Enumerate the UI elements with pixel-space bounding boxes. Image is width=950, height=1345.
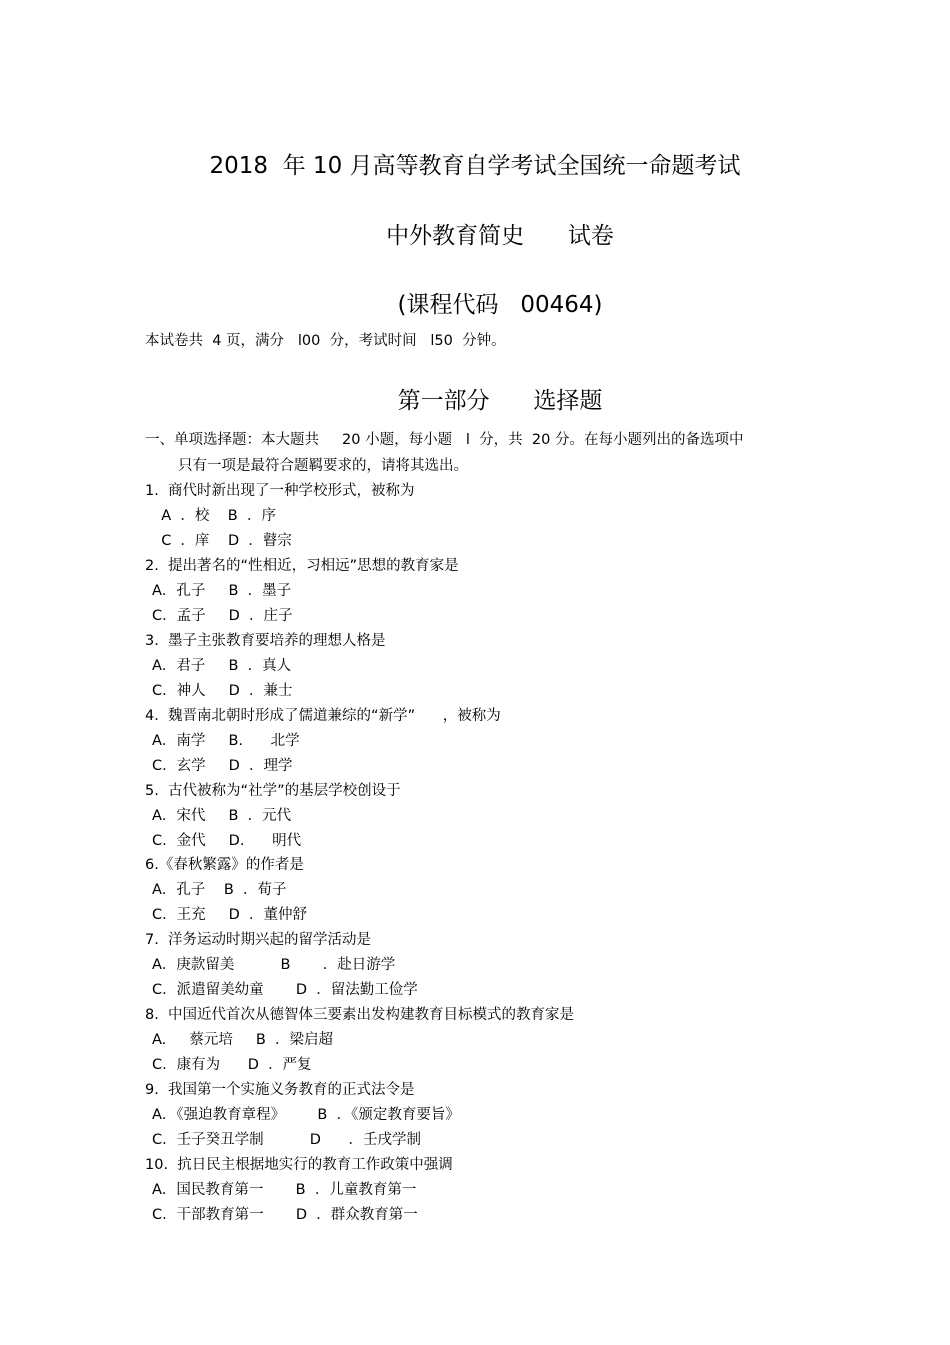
question-stem: 4. 魏晋南北朝时形成了儒道兼综的“新学” ，被称为	[145, 708, 501, 724]
question-stem: 3. 墨子主张教育要培养的理想人格是	[145, 633, 386, 649]
course-code: (课程代码 00464)	[397, 292, 603, 318]
question-stem: 6.《春秋繁露》的作者是	[145, 857, 304, 873]
question-stem: 2. 提出著名的“性相近，习相远”思想的教育家是	[145, 558, 459, 574]
question-options: A．南学 B. 北学	[152, 733, 300, 749]
question-options: A．孔子 B ．墨子	[152, 583, 292, 599]
question-options: A ．校 B ．序	[152, 508, 276, 524]
question-stem: 9. 我国第一个实施义务教育的正式法令是	[145, 1082, 415, 1098]
question-options: A．君子 B ．真人	[152, 658, 292, 674]
question-options: C．壬子癸丑学制 D ．壬戌学制	[152, 1132, 422, 1148]
question-stem: 1. 商代时新出现了一种学校形式，被称为	[145, 483, 415, 499]
question-stem: 8. 中国近代首次从德智体三要素出发构建教育目标模式的教育家是	[145, 1007, 575, 1023]
question-options: A．庚款留美 B ．赴日游学	[152, 957, 396, 973]
subject-title: 中外教育简史 试卷	[386, 223, 614, 249]
part-title: 第一部分 选择题	[397, 388, 603, 414]
question-stem: 5. 古代被称为“社学”的基层学校创设于	[145, 783, 401, 799]
question-options: C．派遣留美幼童 D ．留法勤工俭学	[152, 982, 418, 998]
question-options: C．玄学 D ．理学	[152, 758, 293, 774]
question-options: C．孟子 D ．庄子	[152, 608, 293, 624]
question-options: C．神人 D ．兼士	[152, 683, 293, 699]
question-options: C．康有为 D ．严复	[152, 1057, 312, 1073]
exam-instructions: 本试卷共 4 页，满分 l00 分，考试时间 l50 分钟。	[145, 333, 506, 349]
question-options: C．干部教育第一 D ．群众教育第一	[152, 1207, 418, 1223]
question-options: A．孔子 B ．荀子	[152, 882, 287, 898]
question-options: C ．庠 D ．瞽宗	[152, 533, 292, 549]
question-options: C．王充 D ．董仲舒	[152, 907, 308, 923]
question-stem: 10. 抗日民主根据地实行的教育工作政策中强调	[145, 1157, 453, 1173]
question-stem: 7. 洋务运动时期兴起的留学活动是	[145, 932, 372, 948]
exam-title: 2018 年 10 月高等教育自学考试全国统一命题考试	[209, 153, 741, 179]
section-instruction-line2: 只有一项是最符合题羁要求的，请将其选出。	[178, 458, 468, 474]
question-options: A．宋代 B ．元代	[152, 808, 292, 824]
question-options: C．金代 D. 明代	[152, 833, 302, 849]
section-instruction-line1: 一、单项选择题：本大题共 20 小题，每小题 l 分，共 20 分。在每小题列出的备选项中	[145, 432, 744, 448]
question-options: A．《强迫教育章程》 B ．《颁定教育要旨》	[152, 1107, 460, 1123]
question-options: A．国民教育第一 B ．儿童教育第一	[152, 1182, 417, 1198]
question-options: A. 蔡元培 B ．梁启超	[152, 1032, 334, 1048]
